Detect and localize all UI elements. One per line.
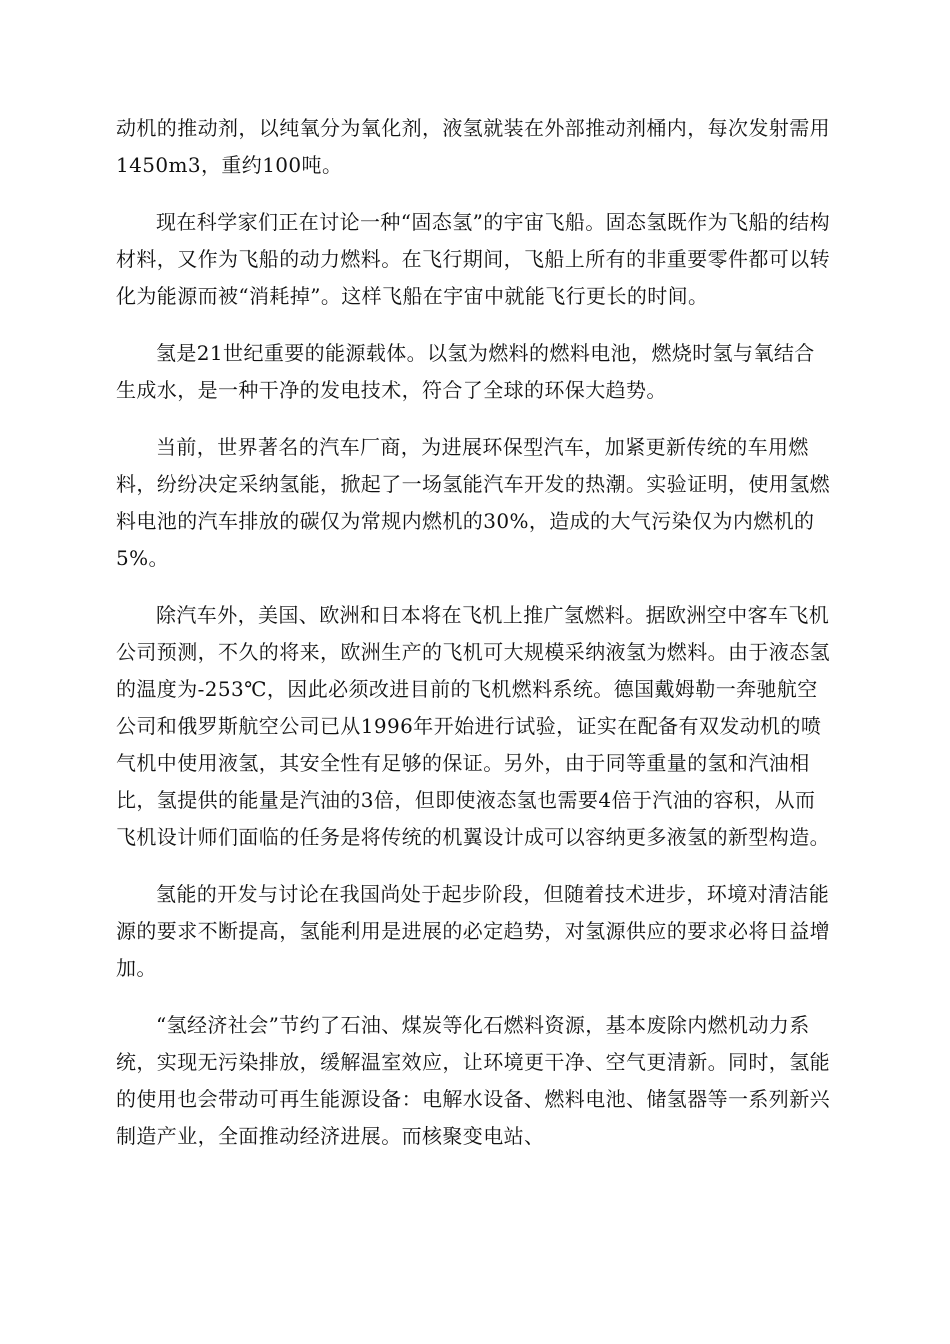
paragraph-1: 动机的推动剂，以纯氧分为氧化剂，液氢就装在外部推动剂桶内，每次发射需用1450m3，重约100吨。 [116,116,830,177]
paragraph-3: 氢是21世纪重要的能源载体。以氢为燃料的燃料电池，燃烧时氢与氧结合生成水，是一种干净的发电技术，符合了全球的环保大趋势。 [116,341,815,402]
document-body [116,110,834,1175]
paragraph-4: 当前，世界著名的汽车厂商，为进展环保型汽车，加紧更新传统的车用燃料，纷纷决定采纳氢能，掀起了一场氢能汽车开发的热潮。实验证明，使用氢燃料电池的汽车排放的碳仅为常规内燃机的30%，造成的大气污染仅为内燃机的5%。 [116,435,830,570]
paragraph-2: 现在科学家们正在讨论一种“固态氢”的宇宙飞船。固态氢既作为飞船的结构材料，又作为飞船的动力燃料。在飞行期间，飞船上所有的非重要零件都可以转化为能源而被“消耗掉”。这样飞船在宇宙中就能飞行更长的时间。 [116,210,831,308]
paragraph-7: “氢经济社会”节约了石油、煤炭等化石燃料资源，基本废除内燃机动力系统，实现无污染排放，缓解温室效应，让环境更干净、空气更清新。同时，氢能的使用也会带动可再生能源设备：电解水设备、燃料电池、储氢器等一系列新兴制造产业，全面推动经济进展。而核聚变电站、 [116,1013,830,1148]
paragraph-6: 氢能的开发与讨论在我国尚处于起步阶段，但随着技术进步，环境对清洁能源的要求不断提高，氢能利用是进展的必定趋势，对氢源供应的要求必将日益增加。 [116,882,830,980]
paragraph-5: 除汽车外，美国、欧洲和日本将在飞机上推广氢燃料。据欧洲空中客车飞机公司预测，不久的将来，欧洲生产的飞机可大规模采纳液氢为燃料。由于液态氢的温度为-253℃，因此必须改进目前的飞机燃料系统。德国戴姆勒一奔驰航空公司和俄罗斯航空公司已从1996年开始进行试验，证实在配备有双发动机的喷气机中使用液氢，其安全性有足够的保证。另外，由于同等重量的氢和汽油相比，氢提供的能量是汽油的3倍，但即使液态氢也需要4倍于汽油的容积，从而飞机设计师们面临的任务是将传统的机翼设计成可以容纳更多液氢的新型构造。 [116,603,830,849]
